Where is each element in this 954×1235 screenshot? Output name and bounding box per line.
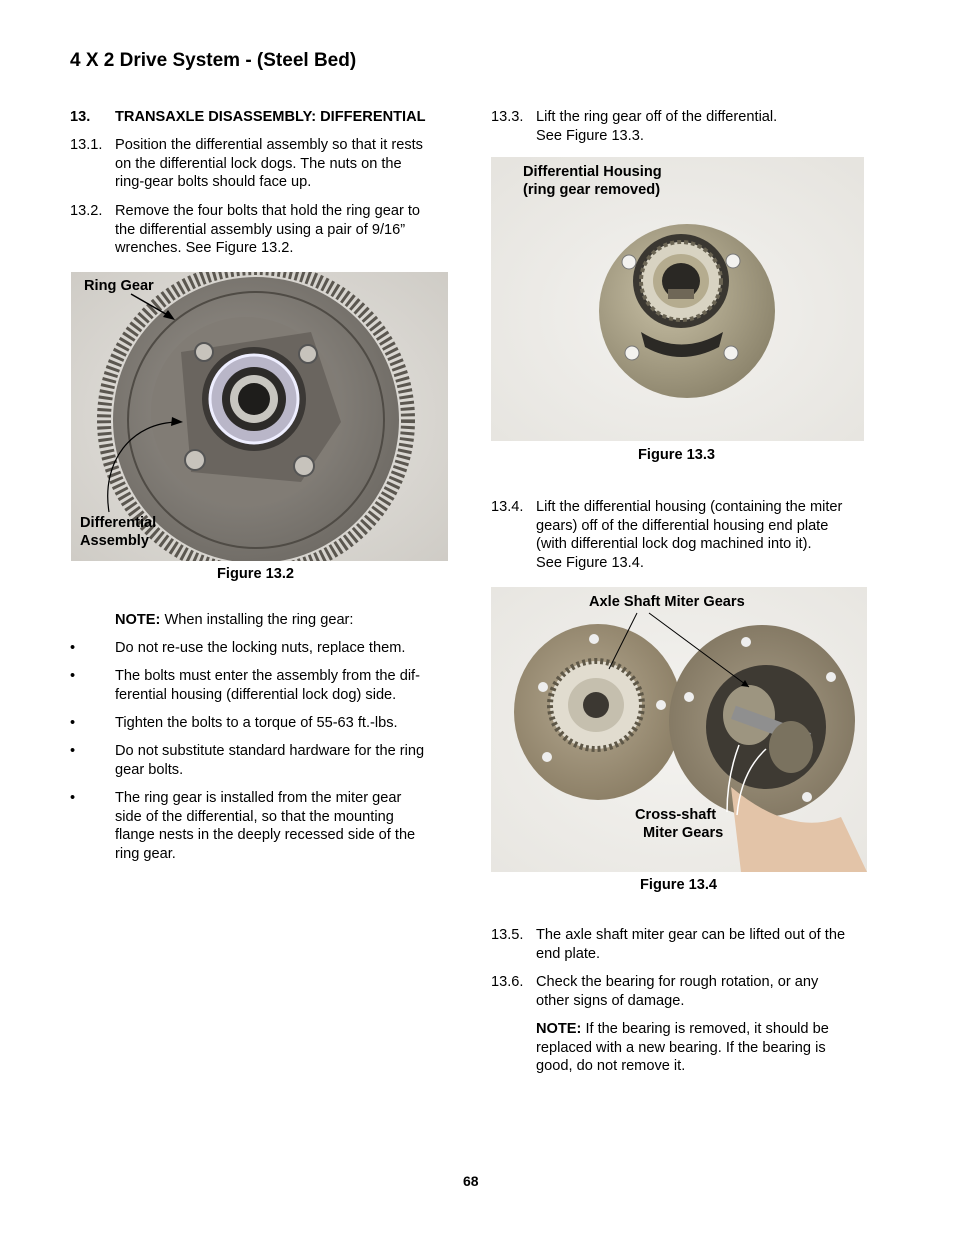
step-number: 13.6. <box>491 974 524 990</box>
figure-caption: Figure 13.2 <box>217 566 295 582</box>
ring-gear-label: Ring Gear <box>84 278 154 294</box>
step-text: Remove the four bolts that hold the ring gear to the differential assembly using a pair of 9/16” wrenches. See Figure 13.2. <box>115 203 421 257</box>
step-number: 13.4. <box>491 499 524 515</box>
figure-caption: Figure 13.3 <box>638 447 716 463</box>
list-item: Do not substitute standard hardware for the ring gear bolts. <box>115 743 425 778</box>
differential-housing-label: Differential Housing (ring gear removed) <box>523 164 662 198</box>
axle-shaft-label: Axle Shaft Miter Gears <box>589 594 745 610</box>
step-text: Lift the differential housing (containing the miter gears) off of the differential housing end plate (with differential lock dog machined into it). See Figure 13.4. <box>536 499 843 572</box>
page-number: 68 <box>463 1173 479 1189</box>
section-number: 13. <box>70 109 91 125</box>
step-number: 13.5. <box>491 927 524 943</box>
step-text: Lift the ring gear off of the differential. See Figure 13.3. <box>536 109 778 144</box>
step-text: The axle shaft miter gear can be lifted out of the end plate. <box>536 927 846 962</box>
note: NOTE: When installing the ring gear: <box>115 612 354 628</box>
differential-assembly-label: Differential Assembly <box>80 515 157 549</box>
bullet-icon: • <box>70 743 76 759</box>
step-text: Check the bearing for rough rotation, or any other signs of damage. <box>536 974 819 1009</box>
figure-caption: Figure 13.4 <box>640 877 718 893</box>
list-item: The bolts must enter the assembly from the dif- ferential housing (differential lock dog) side. <box>115 668 420 703</box>
note: NOTE: If the bearing is removed, it should be replaced with a new bearing. If the bearing is good, do not remove it. <box>536 1021 829 1075</box>
bullet-icon: • <box>70 640 76 656</box>
bullet-icon: • <box>70 715 76 731</box>
page-title: 4 X 2 Drive System - (Steel Bed) <box>70 50 357 71</box>
step-text: Position the differential assembly so that it rests on the differential lock dogs. The nuts on the ring-gear bolts should face up. <box>115 137 423 191</box>
section-title: TRANSAXLE DISASSEMBLY: DIFFERENTIAL <box>115 109 426 125</box>
step-number: 13.2. <box>70 203 103 219</box>
list-item: The ring gear is installed from the miter gear side of the differential, so that the mounting flange nests in the deeply recessed side of the ring gear. <box>115 790 416 863</box>
step-number: 13.1. <box>70 137 103 153</box>
differential-housing-photo <box>491 157 864 441</box>
list-item: Tighten the bolts to a torque of 55-63 ft.-lbs. <box>115 715 398 731</box>
step-number: 13.3. <box>491 109 524 125</box>
cross-shaft-label: Cross-shaft Miter Gears <box>635 807 724 841</box>
bullet-icon: • <box>70 790 76 806</box>
bullet-icon: • <box>70 668 76 684</box>
list-item: Do not re-use the locking nuts, replace them. <box>115 640 406 656</box>
